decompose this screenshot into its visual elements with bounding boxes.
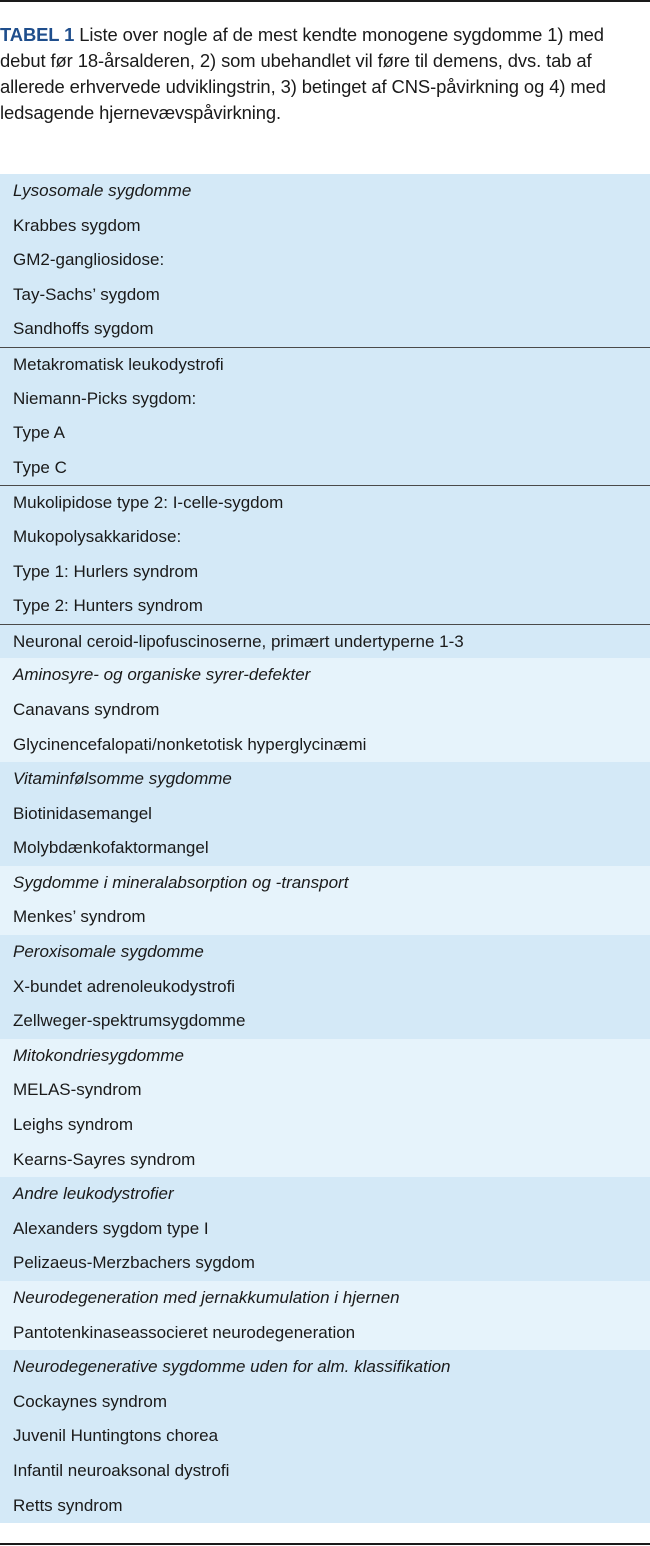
table-row: Mukopolysakkaridose:	[0, 520, 650, 555]
table-row: Pantotenkinaseassocieret neurodegeneration	[0, 1316, 650, 1351]
table-caption	[0, 22, 650, 126]
group-heading: Sygdomme i mineralabsorption og -transport	[0, 866, 650, 901]
table-row: Leighs syndrom	[0, 1108, 650, 1143]
group-heading: Mitokondriesygdomme	[0, 1039, 650, 1074]
table-row: Tay-Sachs’ sygdom	[0, 278, 650, 313]
table-label: TABEL 1	[0, 24, 75, 45]
table-row: Canavans syndrom	[0, 693, 650, 728]
bottom-rule	[0, 1543, 650, 1545]
top-rule	[0, 0, 650, 2]
table-row: Krabbes sygdom	[0, 209, 650, 244]
table-row: Type 1: Hurlers syndrom	[0, 555, 650, 590]
table-row: Kearns-Sayres syndrom	[0, 1143, 650, 1178]
table-row: GM2-gangliosidose:	[0, 243, 650, 278]
table-row: Retts syndrom	[0, 1489, 650, 1524]
group-heading: Andre leukodystrofier	[0, 1177, 650, 1212]
table-row: Zellweger-spektrumsygdomme	[0, 1004, 650, 1039]
table-row: Infantil neuroaksonal dystrofi	[0, 1454, 650, 1489]
table-row: X-bundet adrenoleukodystrofi	[0, 970, 650, 1005]
table-row: Juvenil Huntingtons chorea	[0, 1419, 650, 1454]
group-heading: Vitaminfølsomme sygdomme	[0, 762, 650, 797]
table-row: Menkes’ syndrom	[0, 900, 650, 935]
table-row: Cockaynes syndrom	[0, 1385, 650, 1420]
table-row: Type A	[0, 416, 650, 451]
table-row: Alexanders sygdom type I	[0, 1212, 650, 1247]
caption-text: Liste over nogle af de mest kendte monogene sygdomme 1) med debut før 18-årsalderen, 2) som ubehandlet vil føre til demens, dvs. tab af allerede erhvervede udviklingstrin, 3) betinget af CNS-påvirkning og 4) med ledsagende hjernevævspåvirkning.	[0, 24, 606, 123]
table-row: Pelizaeus-Merzbachers sygdom	[0, 1246, 650, 1281]
table-row: MELAS-syndrom	[0, 1073, 650, 1108]
table-row: Type 2: Hunters syndrom	[0, 589, 650, 624]
group-heading: Peroxisomale sygdomme	[0, 935, 650, 970]
group-heading: Neurodegenerative sygdomme uden for alm. klassifikation	[0, 1350, 650, 1385]
table-row: Neuronal ceroid-lipofuscinoserne, primært undertyperne 1-3	[0, 624, 650, 659]
table-row: Type C	[0, 451, 650, 486]
table-row: Glycinencefalopati/nonketotisk hyperglycinæmi	[0, 728, 650, 763]
group-heading: Aminosyre- og organiske syrer-defekter	[0, 658, 650, 693]
disease-table	[0, 174, 650, 1523]
group-heading: Lysosomale sygdomme	[0, 174, 650, 209]
table-row: Biotinidasemangel	[0, 797, 650, 832]
table-row: Molybdænkofaktormangel	[0, 831, 650, 866]
table-row: Niemann-Picks sygdom:	[0, 382, 650, 417]
group-heading: Neurodegeneration med jernakkumulation i hjernen	[0, 1281, 650, 1316]
table-row: Sandhoffs sygdom	[0, 312, 650, 347]
table-row: Metakromatisk leukodystrofi	[0, 347, 650, 382]
table-row: Mukolipidose type 2: I-celle-sygdom	[0, 485, 650, 520]
